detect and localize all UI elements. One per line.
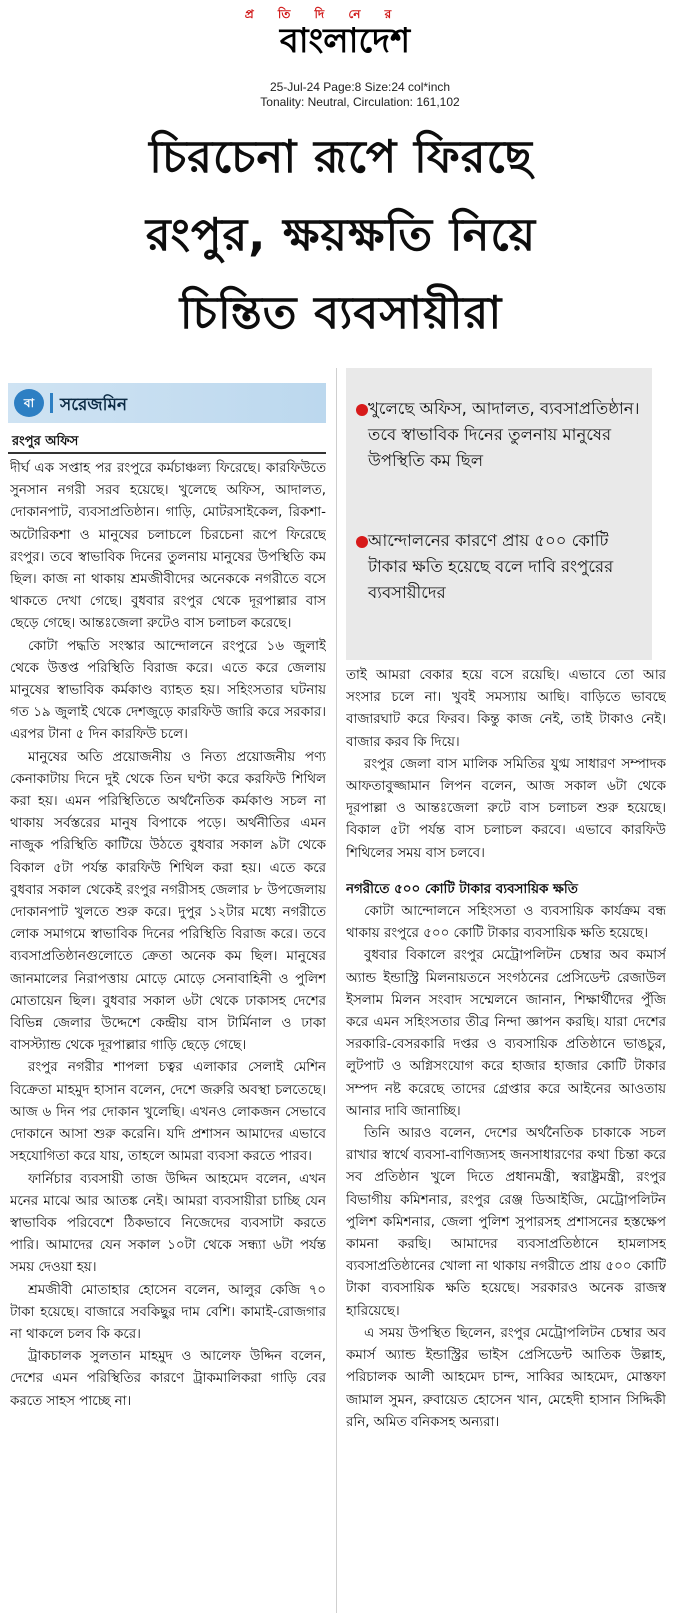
masthead-logo: বাংলাদেশ bbox=[279, 21, 411, 61]
paragraph: তিনি আরও বলেন, দেশের অর্থনৈতিক চাকাকে সচল রাখার স্বার্থে ব্যবসা-বাণিজ্যসহ জনসাধারণের কথা চিন্তা করে সব প্রতিষ্ঠান খুলে দিতে প্রধানমন্ত্রী, স্বরাষ্ট্রমন্ত্রী, রংপুর বিভাগীয় কমিশনার, রংপুর রেঞ্জ ডিআইজি, মেট্রোপলিটন পুলিশ কমিশনার, জেলা পুলিশ সুপারসহ প্রশাসনের হস্তক্ষেপ কামনা করছি। আমাদের ব্যবসাপ্রতিষ্ঠানে হামলাসহ ব্যবসাপ্রতিষ্ঠানের খোলা না থাকায় নগরীতে প্রায় ৫০০ কোটি টাকা ব্যবসায়িক ক্ষতি হয়েছে। সরকারও অনেক রাজস্ব হারিয়েছে। bbox=[346, 1126, 666, 1319]
column-divider bbox=[336, 368, 337, 1613]
paragraph: ট্রাকচালক সুলতান মাহমুদ ও আলেফ উদ্দিন বলেন, দেশের এমন পরিস্থিতির কারণে ট্রাকমালিকরা গাড়ি বের করতে সাহস পাচ্ছে না। bbox=[10, 1349, 326, 1409]
paragraph: তাই আমরা বেকার হয়ে বসে রয়েছি। এভাবে তো আর সংসার চলে না। খুবই সমস্যায় আছি। বাড়িতে ভাবছে বাজারঘাট করে ফিরব। কিন্তু কাজ নেই, তাই টাকাও নেই। বাজার করব কি দিয়ে। bbox=[346, 668, 666, 750]
article-body-right bbox=[346, 665, 666, 1613]
article-body-left bbox=[10, 458, 326, 1614]
paragraph: রংপুর নগরীর শাপলা চত্বর এলাকার সেলাই মেশিন বিক্রেতা মাহমুদ হাসান বলেন, দেশে জরুরি অবস্থা চলতেছে। আজ ৬ দিন পর দোকান খুলেছি। এখনও লোকজন সেভাবে দোকানে আসা শুরু করেনি। যদি প্রশাসন আমাদের এভাবে সহযোগিতা করে যায়, তাহলে আমরা ব্যবসা করতে পারব। bbox=[10, 1060, 326, 1165]
masthead bbox=[0, 0, 682, 110]
dateline: রংপুর অফিস bbox=[12, 434, 79, 449]
paragraph: কোটা পদ্ধতি সংস্কার আন্দোলনে রংপুরে ১৬ জুলাই থেকে উত্তপ্ত পরিস্থিতি বিরাজ করে। এতে করে জেলায় মানুষের স্বাভাবিক কর্মকাণ্ড ব্যাহত হয়। সহিংসতার ঘটনায় গত ১৯ জুলাই থেকে দেশজুড়ে কারফিউ জারি করে সরকার। এরপর টানা ৫ দিন কারফিউ চলে। bbox=[10, 638, 326, 743]
paragraph: ফার্নিচার ব্যবসায়ী তাজ উদ্দিন আহমেদ বলেন, এখন মনের মাঝে আর আতঙ্ক নেই। আমরা ব্যবসায়ীরা চাচ্ছি যেন স্বাভাবিক পরিবেশে ঠিকভাবে নিজেদের ব্যবসাটা করতে পারি। আমাদের যেন সকাল ১০টা থেকে সন্ধ্যা ৬টা পর্যন্ত সময় দেওয়া হয়। bbox=[10, 1171, 326, 1276]
masthead-tagline: প্র তি দি নে র bbox=[244, 7, 402, 21]
red-bullet-icon bbox=[356, 536, 368, 548]
section-divider bbox=[50, 393, 53, 413]
highlight-item: আন্দোলনের কারণে প্রায় ৫০০ কোটি টাকার ক্ষতি হয়েছে বলে দাবি রংপুরের ব্যবসায়ীদের bbox=[368, 531, 614, 602]
subheading: নগরীতে ৫০০ কোটি টাকার ব্যবসায়িক ক্ষতি bbox=[346, 881, 578, 897]
clip-meta-line-2: Tonality: Neutral, Circulation: 161,102 bbox=[260, 95, 460, 109]
paragraph: এ সময় উপস্থিত ছিলেন, রংপুর মেট্রোপলিটন চেম্বার অব কমার্স অ্যান্ড ইন্ডাস্ট্রির ভাইস প্রেসিডেন্ট আতিক উল্লাহ, পরিচালক আলী আহমেদ চান্দ, সাব্বির আহমেদ, মোস্তফা জামাল সুমন, রুবায়েত হোসেন খান, মেহেদী হাসান সিদ্দিকী রনি, অমিত বনিকসহ অন্যরা। bbox=[346, 1325, 666, 1430]
paragraph: দীর্ঘ এক সপ্তাহ পর রংপুরে কর্মচাঞ্চল্য ফিরেছে। কারফিউতে সুনসান নগরী সরব হয়েছে। খুলেছে অফিস, আদালত, দোকানপাট, ব্যবসাপ্রতিষ্ঠান। গাড়ি, মোটরসাইকেল, রিকশা-অটোরিকশা ও মানুষের চলাচলে চিরচেনা রূপে ফিরেছে রংপুর। তবে স্বাভাবিক দিনের তুলনায় মানুষের উপস্থিতি কম ছিল। কাজ না থাকায় শ্রমজীবীদের অনেককে নগরীতে বসে থাকতে দেখা গেছে। বুধবার রংপুর থেকে দূরপাল্লার বাস ছেড়ে গেছে। আন্তঃজেলা রুটেও বাস চলাচল করেছে। bbox=[10, 461, 326, 632]
section-logo-icon: বা bbox=[14, 389, 44, 417]
paragraph: কোটা আন্দোলনে সহিংসতা ও ব্যবসায়িক কার্যক্রম বন্ধ থাকায় রংপুরে ৫০০ কোটি টাকার ব্যবসায়িক ক্ষতি হয়েছে। bbox=[346, 904, 666, 942]
highlight-box bbox=[346, 368, 652, 660]
section-label: সরেজমিন bbox=[60, 395, 128, 415]
headline-line-3: চিন্তিত ব্যবসায়ীরা bbox=[179, 286, 503, 339]
headline-line-1: চিরচেনা রূপে ফিরছে bbox=[149, 130, 533, 183]
dateline-rule bbox=[8, 452, 326, 454]
headline bbox=[20, 118, 662, 352]
paragraph: রংপুর জেলা বাস মালিক সমিতির যুগ্ম সাধারণ সম্পাদক আফতাবুজ্জামান লিপন বলেন, আজ সকাল ৬টা থেকে দূরপাল্লা ও আন্তঃজেলা রুটে বাস চলাচল শুরু হয়েছে। বিকাল ৫টা পর্যন্ত বাস চলাচল করবে। এভাবে কারফিউ শিথিলের সময় বাস চলবে। bbox=[346, 756, 666, 861]
clip-meta-line-1: 25-Jul-24 Page:8 Size:24 col*inch bbox=[269, 80, 451, 94]
paragraph: শ্রমজীবী মোতাহার হোসেন বলেন, আলুর কেজি ৭০ টাকা হয়েছে। বাজারে সবকিছুর দাম বেশি। কামাই-রোজগার না থাকলে চলব কি করে। bbox=[10, 1282, 326, 1342]
highlight-item: খুলেছে অফিস, আদালত, ব্যবসাপ্রতিষ্ঠান। তবে স্বাভাবিক দিনের তুলনায় মানুষের উপস্থিতি কম ছিল bbox=[368, 399, 640, 470]
section-tag bbox=[8, 383, 326, 423]
red-bullet-icon bbox=[356, 404, 368, 416]
paragraph: বুধবার বিকালে রংপুর মেট্রোপলিটন চেম্বার অব কমার্স অ্যান্ড ইন্ডাস্ট্রি মিলনায়তনে সংগঠনের প্রেসিডেন্ট রেজাউল ইসলাম মিলন সংবাদ সম্মেলনে জানান, শিক্ষার্থীদের পুঁজি করে এমন সহিংসতার তীব্র নিন্দা জ্ঞাপন করছি। যারা দেশের সরকারি-বেসরকারি দপ্তর ও ব্যবসায়িক প্রতিষ্ঠানে ভাঙচুর, লুটপাট ও অগ্নিসংযোগ করে হাজার হাজার কোটি টাকার সম্পদ নষ্ট করেছে তাদের গ্রেপ্তার করে আইনের আওতায় আনার দাবি জানাচ্ছি। bbox=[346, 948, 666, 1119]
paragraph: মানুষের অতি প্রয়োজনীয় ও নিত্য প্রয়োজনীয় পণ্য কেনাকাটায় দিনে দুই থেকে তিন ঘণ্টা করে করফিউ শিথিল করা হয়। এমন পরিস্থিতিতে অর্থনৈতিক কর্মকাণ্ড সচল না থাকায় সর্বস্তরের মানুষ বিপাকে পড়ে। অর্থনীতির এমন নাজুক পরিস্থিতি কাটিয়ে উঠতে বুধবার সকাল ৯টা থেকে বিকাল ৫টা পর্যন্ত কারফিউ শিথিল করা হয়। এতে করে বুধবার সকাল থেকেই রংপুর নগরীসহ জেলার ৮ উপজেলায় দোকানপাট খুলতে শুরু করে। দুপুর ১২টার মধ্যে নগরীতে লোক সমাগমে স্বাভাবিক দিনের পরিস্থিতি বিরাজ করে। তবে ব্যবসাপ্রতিষ্ঠানগুলোতে ক্রেতা অনেক কম ছিল। মানুষের জানমালের নিরাপত্তায় মোড়ে মোড়ে সেনাবাহিনী ও পুলিশ মোতায়েন ছিল। বুধবার সকাল ৬টা থেকে ঢাকাসহ দেশের বিভিন্ন জেলার উদ্দেশে কেন্দ্রীয় বাস টার্মিনাল ও ঢাকা বাসস্ট্যান্ড থেকে দূরপাল্লার গাড়ি ছেড়ে গেছে। bbox=[10, 749, 326, 1054]
headline-line-2: রংপুর, ক্ষয়ক্ষতি নিয়ে bbox=[145, 208, 537, 261]
